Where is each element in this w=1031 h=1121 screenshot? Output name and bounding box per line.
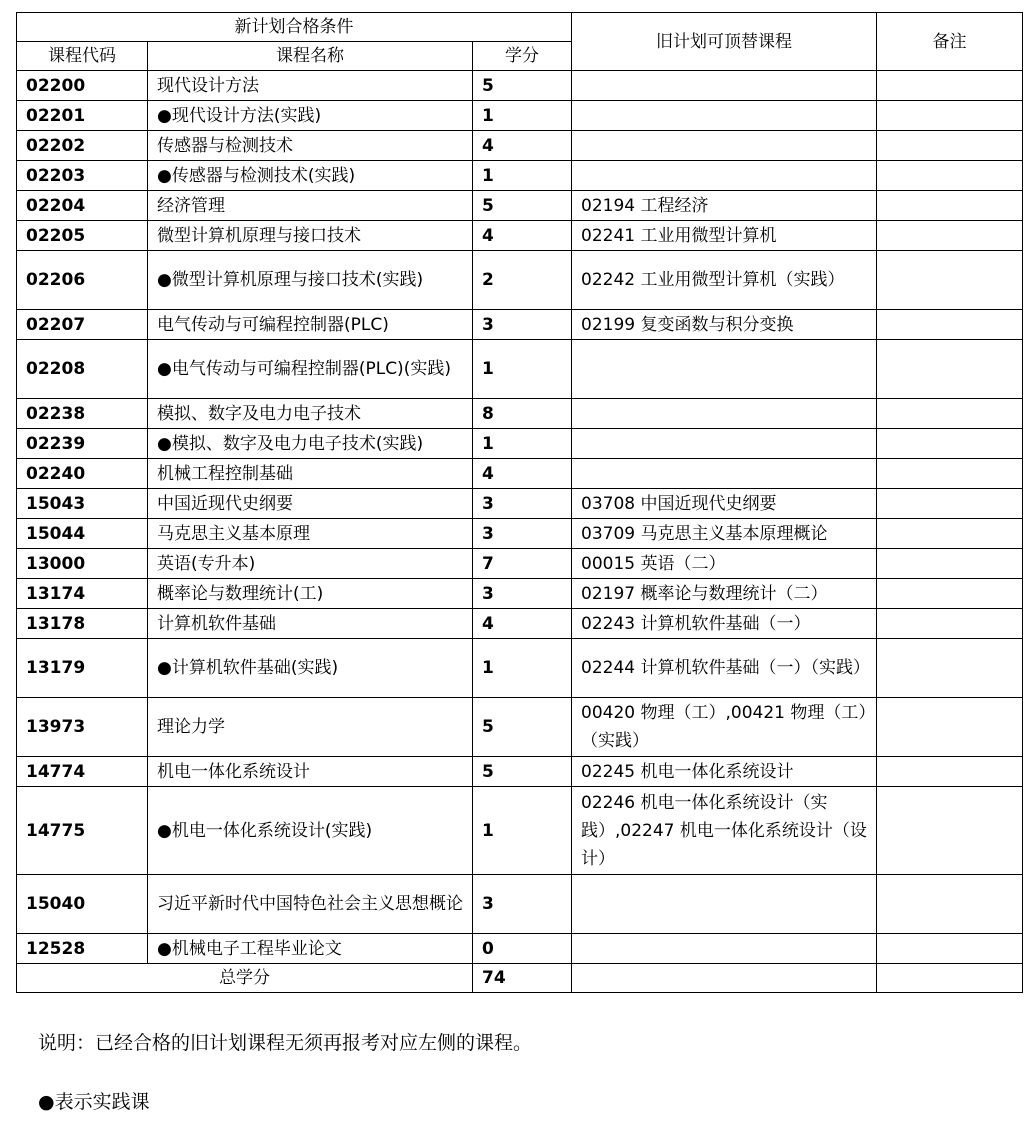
course-name: 习近平新时代中国特色社会主义思想概论 (148, 875, 473, 934)
course-credit: 4 (473, 131, 572, 161)
course-credit: 4 (473, 459, 572, 489)
course-code: 12528 (17, 934, 148, 964)
table-row (17, 757, 1023, 787)
course-credit: 3 (473, 579, 572, 609)
replacement-course: 02246 机电一体化系统设计（实践）,02247 机电一体化系统设计（设计） (572, 787, 877, 875)
course-credit: 1 (473, 787, 572, 875)
table-row (17, 549, 1023, 579)
total-row (17, 964, 1023, 993)
header-new-plan: 新计划合格条件 (17, 13, 572, 42)
course-code: 15044 (17, 519, 148, 549)
remarks-cell (877, 934, 1023, 964)
course-credit: 4 (473, 221, 572, 251)
remarks-cell (877, 639, 1023, 698)
table-row (17, 101, 1023, 131)
legend-note: ●表示实践课 (38, 1091, 150, 1113)
course-credit: 5 (473, 71, 572, 101)
course-code: 02204 (17, 191, 148, 221)
table-row (17, 579, 1023, 609)
table-row (17, 489, 1023, 519)
remarks-cell (877, 787, 1023, 875)
course-code: 13178 (17, 609, 148, 639)
remarks-cell (877, 131, 1023, 161)
remarks-cell (877, 340, 1023, 399)
replacement-course: 00420 物理（工）,00421 物理（工）（实践） (572, 698, 877, 757)
replacement-course: 03709 马克思主义基本原理概论 (572, 519, 877, 549)
replacement-course: 00015 英语（二） (572, 549, 877, 579)
course-code: 15043 (17, 489, 148, 519)
course-code: 02239 (17, 429, 148, 459)
course-name: 中国近现代史纲要 (148, 489, 473, 519)
course-name: 机械工程控制基础 (148, 459, 473, 489)
course-code: 13174 (17, 579, 148, 609)
total-remarks-cell (877, 964, 1023, 993)
replacement-course: 02244 计算机软件基础（一）（实践） (572, 639, 877, 698)
remarks-cell (877, 459, 1023, 489)
course-credit: 3 (473, 519, 572, 549)
table-row (17, 71, 1023, 101)
course-name: 英语(专升本) (148, 549, 473, 579)
table-row (17, 131, 1023, 161)
course-credit: 8 (473, 399, 572, 429)
remarks-cell (877, 875, 1023, 934)
table-row (17, 609, 1023, 639)
replacement-course: 02245 机电一体化系统设计 (572, 757, 877, 787)
course-code: 02201 (17, 101, 148, 131)
table-row (17, 161, 1023, 191)
table-row (17, 698, 1023, 757)
course-credit: 1 (473, 101, 572, 131)
course-name: 机电一体化系统设计 (148, 757, 473, 787)
course-code: 02206 (17, 251, 148, 310)
header-credit: 学分 (473, 42, 572, 71)
course-credit: 3 (473, 875, 572, 934)
total-replace-cell (572, 964, 877, 993)
replacement-course (572, 934, 877, 964)
course-name: 电气传动与可编程控制器(PLC) (148, 310, 473, 340)
course-name: 计算机软件基础 (148, 609, 473, 639)
course-credit: 7 (473, 549, 572, 579)
total-credit: 74 (473, 964, 572, 993)
table-row (17, 399, 1023, 429)
course-credit: 3 (473, 310, 572, 340)
remarks-cell (877, 191, 1023, 221)
course-name: 模拟、数字及电力电子技术 (148, 399, 473, 429)
remarks-cell (877, 429, 1023, 459)
course-code: 14775 (17, 787, 148, 875)
course-name: 理论力学 (148, 698, 473, 757)
course-name: ●计算机软件基础(实践) (148, 639, 473, 698)
course-name: ●模拟、数字及电力电子技术(实践) (148, 429, 473, 459)
course-name: ●机电一体化系统设计(实践) (148, 787, 473, 875)
course-credit: 0 (473, 934, 572, 964)
replacement-course (572, 340, 877, 399)
table-row (17, 221, 1023, 251)
remarks-cell (877, 609, 1023, 639)
replacement-course: 02199 复变函数与积分变换 (572, 310, 877, 340)
course-credit: 2 (473, 251, 572, 310)
course-code: 02240 (17, 459, 148, 489)
header-remarks: 备注 (877, 13, 1023, 71)
course-code: 13179 (17, 639, 148, 698)
course-code: 02203 (17, 161, 148, 191)
course-name: ●机械电子工程毕业论文 (148, 934, 473, 964)
course-name: 经济管理 (148, 191, 473, 221)
course-code: 02205 (17, 221, 148, 251)
course-credit: 1 (473, 639, 572, 698)
course-credit: 3 (473, 489, 572, 519)
replacement-course: 02241 工业用微型计算机 (572, 221, 877, 251)
course-code: 15040 (17, 875, 148, 934)
course-code: 02208 (17, 340, 148, 399)
course-code: 02207 (17, 310, 148, 340)
course-name: 马克思主义基本原理 (148, 519, 473, 549)
course-name: 微型计算机原理与接口技术 (148, 221, 473, 251)
table-row (17, 519, 1023, 549)
course-table (16, 12, 1023, 993)
replacement-course (572, 101, 877, 131)
table-row (17, 429, 1023, 459)
course-credit: 5 (473, 757, 572, 787)
course-code: 02202 (17, 131, 148, 161)
table-row (17, 310, 1023, 340)
course-credit: 1 (473, 340, 572, 399)
table-row (17, 639, 1023, 698)
replacement-course (572, 161, 877, 191)
replacement-course: 02242 工业用微型计算机（实践） (572, 251, 877, 310)
replacement-course: 02194 工程经济 (572, 191, 877, 221)
course-code: 02200 (17, 71, 148, 101)
course-name: 传感器与检测技术 (148, 131, 473, 161)
remarks-cell (877, 161, 1023, 191)
remarks-cell (877, 71, 1023, 101)
replacement-course (572, 131, 877, 161)
course-name: ●微型计算机原理与接口技术(实践) (148, 251, 473, 310)
course-credit: 4 (473, 609, 572, 639)
header-old-plan: 旧计划可顶替课程 (572, 13, 877, 71)
course-credit: 5 (473, 191, 572, 221)
replacement-course (572, 875, 877, 934)
total-label: 总学分 (17, 964, 473, 993)
remarks-cell (877, 310, 1023, 340)
table-row (17, 340, 1023, 399)
remarks-cell (877, 489, 1023, 519)
course-name: 现代设计方法 (148, 71, 473, 101)
table-row (17, 251, 1023, 310)
header-course-name: 课程名称 (148, 42, 473, 71)
course-credit: 1 (473, 161, 572, 191)
course-code: 02238 (17, 399, 148, 429)
table-row (17, 875, 1023, 934)
replacement-course: 02197 概率论与数理统计（二） (572, 579, 877, 609)
explanation-note: 说明：已经合格的旧计划课程无须再报考对应左侧的课程。 (38, 1032, 533, 1054)
remarks-cell (877, 519, 1023, 549)
replacement-course (572, 399, 877, 429)
header-course-code: 课程代码 (17, 42, 148, 71)
replacement-course (572, 71, 877, 101)
course-code: 13973 (17, 698, 148, 757)
remarks-cell (877, 757, 1023, 787)
remarks-cell (877, 698, 1023, 757)
table-row (17, 459, 1023, 489)
replacement-course (572, 459, 877, 489)
remarks-cell (877, 579, 1023, 609)
table-row (17, 787, 1023, 875)
course-credit: 1 (473, 429, 572, 459)
remarks-cell (877, 221, 1023, 251)
replacement-course (572, 429, 877, 459)
course-name: ●传感器与检测技术(实践) (148, 161, 473, 191)
remarks-cell (877, 251, 1023, 310)
course-code: 14774 (17, 757, 148, 787)
course-name: ●现代设计方法(实践) (148, 101, 473, 131)
course-name: ●电气传动与可编程控制器(PLC)(实践) (148, 340, 473, 399)
table-row (17, 191, 1023, 221)
replacement-course: 02243 计算机软件基础（一） (572, 609, 877, 639)
remarks-cell (877, 399, 1023, 429)
remarks-cell (877, 101, 1023, 131)
course-code: 13000 (17, 549, 148, 579)
remarks-cell (877, 549, 1023, 579)
course-credit: 5 (473, 698, 572, 757)
table-row (17, 934, 1023, 964)
course-name: 概率论与数理统计(工) (148, 579, 473, 609)
replacement-course: 03708 中国近现代史纲要 (572, 489, 877, 519)
